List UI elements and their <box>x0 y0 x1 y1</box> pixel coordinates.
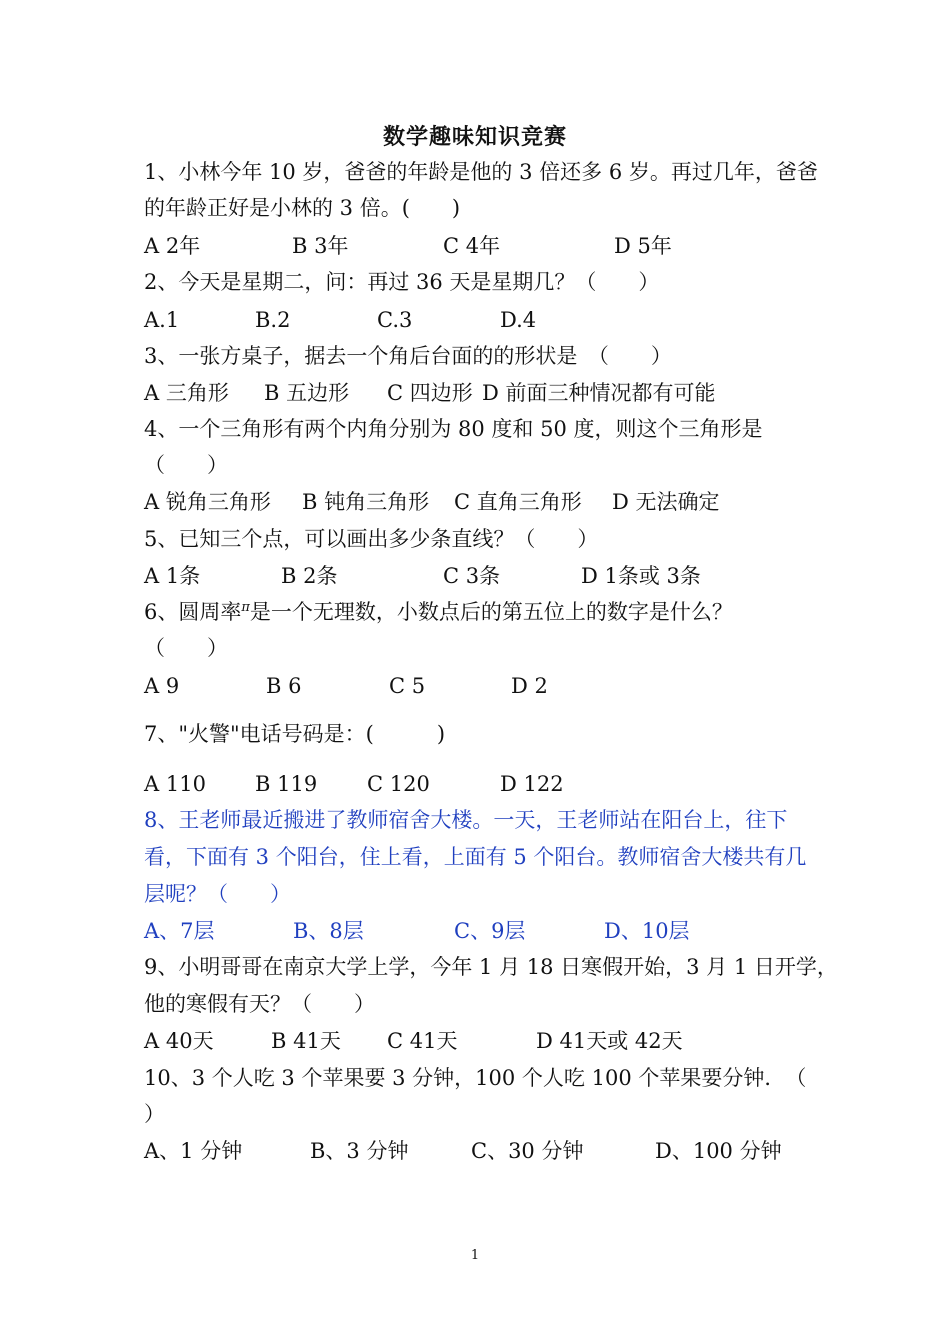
q6-option-a: A 9 <box>144 674 180 698</box>
q8-text-line2: 看，下面有 3 个阳台，住上看，上面有 5 个阳台。教师宿舍大楼共有几 <box>144 845 807 869</box>
q3-text-line1: 3、一张方桌子，据去一个角后台面的的形状是 （ ） <box>144 344 672 368</box>
q4-option-c: C 直角三角形 <box>454 490 582 514</box>
q1-text-line1: 1、小林今年 10 岁，爸爸的年龄是他的 3 倍还多 6 岁。再过几年，爸爸 <box>144 160 818 184</box>
q5-option-b: B 2条 <box>281 564 338 588</box>
q1-option-b: B 3年 <box>292 234 349 258</box>
q1-option-a: A 2年 <box>144 234 201 258</box>
q10-option-c: C、30 分钟 <box>471 1139 584 1163</box>
q4-text-line1: 4、一个三角形有两个内角分别为 80 度和 50 度，则这个三角形是 <box>144 417 763 441</box>
q2-option-c: C.3 <box>377 308 413 332</box>
q8-option-c: C、9层 <box>454 919 526 943</box>
q7-option-d: D 122 <box>500 772 564 796</box>
q9-option-b: B 41天 <box>271 1029 341 1053</box>
q10-text-line2: ） <box>144 1102 165 1126</box>
q3-option-b: B 五边形 <box>264 381 350 405</box>
q6-suffix: 是一个无理数，小数点后的第五位上的数字是什么？ <box>249 600 733 624</box>
q4-option-b: B 钝角三角形 <box>302 490 430 514</box>
q8-option-d: D、10层 <box>604 919 690 943</box>
q4-text-line2: （ ） <box>144 453 228 477</box>
q5-option-d: D 1条或 3条 <box>581 564 701 588</box>
q6-prefix: 6、圆周率 <box>144 600 242 624</box>
q4-option-d: D 无法确定 <box>612 490 720 514</box>
q4-option-a: A 锐角三角形 <box>144 490 271 514</box>
q6-option-b: B 6 <box>266 674 302 698</box>
q8-option-b: B、8层 <box>293 919 364 943</box>
q7-text-line1: 7、"火警"电话号码是：( ) <box>144 722 446 746</box>
q2-text-line1: 2、今天是星期二，问：再过 36 天是星期几？（ ） <box>144 270 660 294</box>
q10-option-d: D、100 分钟 <box>655 1139 782 1163</box>
q6-option-d: D 2 <box>511 674 548 698</box>
q6-text-line2: （ ） <box>144 636 228 660</box>
q6-option-c: C 5 <box>389 674 426 698</box>
q1-option-c: C 4年 <box>443 234 501 258</box>
q3-option-c: C 四边形 <box>387 381 473 405</box>
q1-option-d: D 5年 <box>614 234 672 258</box>
q9-option-a: A 40天 <box>144 1029 214 1053</box>
q2-option-b: B.2 <box>255 308 291 332</box>
q2-option-a: A.1 <box>144 308 180 332</box>
q10-option-a: A、1 分钟 <box>144 1139 243 1163</box>
q9-text-line2: 他的寒假有天？（ ） <box>144 992 375 1016</box>
q8-text-line1: 8、王老师最近搬进了教师宿舍大楼。一天，王老师站在阳台上，往下 <box>144 808 788 832</box>
q9-option-c: C 41天 <box>387 1029 458 1053</box>
q7-option-b: B 119 <box>255 772 318 796</box>
q7-option-a: A 110 <box>144 772 206 796</box>
q5-option-a: A 1条 <box>144 564 201 588</box>
q5-option-c: C 3条 <box>443 564 501 588</box>
q3-option-d: D 前面三种情况都有可能 <box>482 381 716 405</box>
q2-option-d: D.4 <box>500 308 537 332</box>
document-title: 数学趣味知识竞赛 <box>382 124 567 150</box>
q5-text-line1: 5、已知三个点，可以画出多少条直线？（ ） <box>144 527 599 551</box>
q10-text-line1: 10、3 个人吃 3 个苹果要 3 分钟，100 个人吃 100 个苹果要分钟． （ <box>144 1066 807 1090</box>
q8-option-a: A、7层 <box>144 919 215 943</box>
q9-option-d: D 41天或 42天 <box>536 1029 683 1053</box>
q9-text-line1: 9、小明哥哥在南京大学上学，今年 1 月 18 日寒假开始，3 月 1 日开学， <box>144 955 838 979</box>
page-number: 1 <box>470 1248 480 1263</box>
q6-text-line1 <box>144 600 733 625</box>
q8-text-line3: 层呢？（ ） <box>144 882 291 906</box>
q1-text-line2: 的年龄正好是小林的 3 倍。( ) <box>144 196 461 220</box>
q3-option-a: A 三角形 <box>144 381 229 405</box>
pi-symbol: π <box>241 600 250 615</box>
q7-option-c: C 120 <box>367 772 430 796</box>
q10-option-b: B、3 分钟 <box>310 1139 409 1163</box>
